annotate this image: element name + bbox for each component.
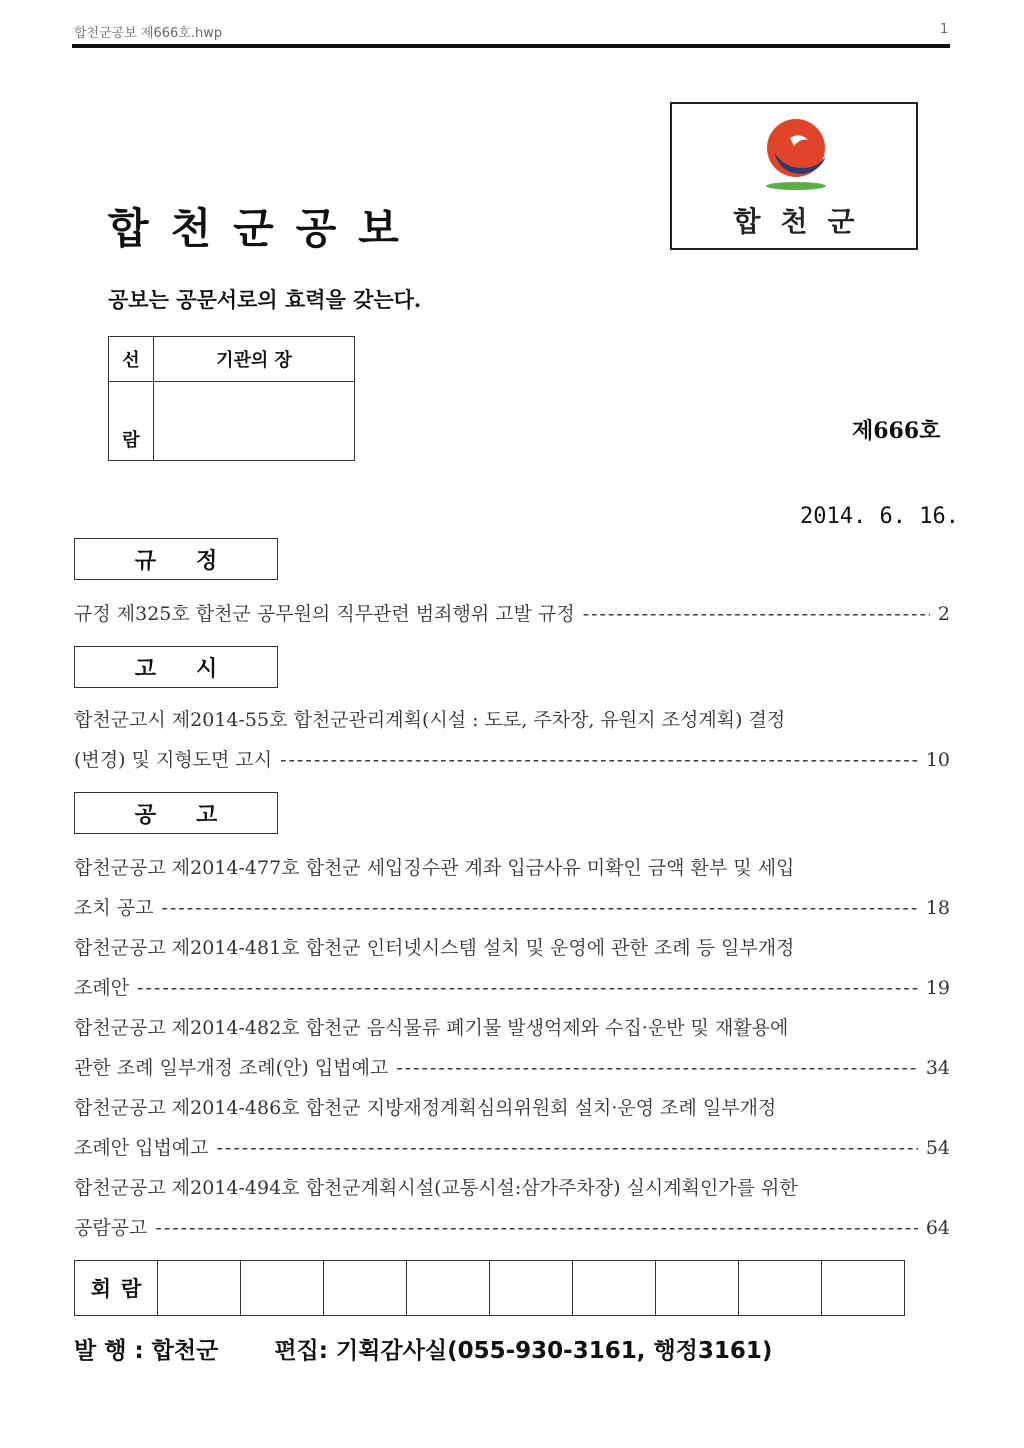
toc-entry[interactable] <box>74 1008 950 1088</box>
toc-entry-text: 합천군공고 제2014-486호 합천군 지방재정계획심의위원회 설치·운영 조례 일부개정 <box>74 1097 777 1119</box>
toc-leader <box>155 1208 917 1248</box>
toc-notice <box>74 700 950 780</box>
toc-entry[interactable] <box>74 1168 950 1248</box>
toc-entry-text-cont: 조례안 입법예고 <box>74 1137 209 1159</box>
page-title: 합천군공보 <box>108 204 421 253</box>
toc-entry-text: 합천군공고 제2014-477호 합천군 세입징수관 계좌 입금사유 미확인 금액 환부 및 세입 <box>74 857 795 879</box>
toc-entry[interactable] <box>74 594 950 634</box>
toc-entry[interactable] <box>74 928 950 1008</box>
toc-entry-text-cont: 관한 조례 일부개정 조례(안) 입법예고 <box>74 1057 389 1079</box>
section-header-regulation: 규정 <box>74 538 278 580</box>
section-header-notice: 고시 <box>74 646 278 688</box>
circulation-cell <box>656 1261 739 1316</box>
circulation-cell <box>573 1261 656 1316</box>
publisher-text: 발 행 : 합천군 <box>74 1338 219 1364</box>
issue-date: 2014. 6. 16. <box>800 504 959 529</box>
circulation-cell <box>822 1261 905 1316</box>
toc-entry-page: 34 <box>925 1057 950 1079</box>
logo-county-name: 합천군 <box>733 205 875 238</box>
toc-entry-text-cont: 공람공고 <box>74 1217 148 1239</box>
circulation-cell <box>241 1261 324 1316</box>
toc-entry-text-cont: (변경) 및 지형도면 고시 <box>74 749 273 771</box>
circulation-table <box>74 1260 905 1316</box>
toc-entry-text: 합천군공고 제2014-481호 합천군 인터넷시스템 설치 및 운영에 관한 조례 등 일부개정 <box>74 937 795 959</box>
toc-leader <box>583 594 930 634</box>
toc-leader <box>396 1048 918 1088</box>
circulation-cell <box>324 1261 407 1316</box>
circulation-cell <box>739 1261 822 1316</box>
header-page-number: 1 <box>940 22 949 37</box>
toc-entry-text: 합천군공고 제2014-494호 합천군계획시설(교통시설:삼가주차장) 실시계획인가를 위한 <box>74 1177 798 1199</box>
circulation-label: 회람 <box>75 1261 158 1316</box>
toc-leader <box>137 968 918 1008</box>
toc-entry-text: 합천군공고 제2014-482호 합천군 음식물류 폐기물 발생억제와 수집·운반 및 재활용에 <box>74 1017 789 1039</box>
toc-leader <box>161 888 917 928</box>
toc-entry-page: 2 <box>937 603 950 625</box>
toc-entry-page: 19 <box>925 977 950 999</box>
toc-entry-text-cont: 조치 공고 <box>74 897 154 919</box>
publication-footer <box>74 1332 772 1365</box>
toc-entry[interactable] <box>74 700 950 780</box>
toc-entry-text-cont: 조례안 <box>74 977 130 999</box>
section-header-announcement: 공고 <box>74 792 278 834</box>
toc-announcement <box>74 848 950 1248</box>
toc-leader <box>280 740 918 780</box>
toc-entry-text: 합천군고시 제2014-55호 합천군관리계획(시설 : 도로, 주차장, 유원지 조성계획) 결정 <box>74 709 786 731</box>
toc-entry[interactable] <box>74 848 950 928</box>
circulation-cell <box>407 1261 490 1316</box>
toc-entry-page: 54 <box>925 1137 950 1159</box>
toc-entry-page: 10 <box>925 749 950 771</box>
toc-entry-text: 규정 제325호 합천군 공무원의 직무관련 범죄행위 고발 규정 <box>74 603 575 625</box>
header-divider <box>72 44 950 48</box>
circulation-cell <box>490 1261 573 1316</box>
review-label-top: 선 <box>109 337 154 382</box>
issue-number: 제666호 <box>852 418 941 444</box>
header-filename: 합천군공보 제666호.hwp <box>74 26 223 41</box>
county-emblem-icon <box>760 116 832 196</box>
review-header-agency-head: 기관의 장 <box>154 337 355 382</box>
toc-entry-page: 18 <box>925 897 950 919</box>
county-logo-box <box>670 102 918 250</box>
toc-entry[interactable] <box>74 1088 950 1168</box>
review-label-bottom: 람 <box>109 382 154 461</box>
toc-leader <box>217 1128 918 1168</box>
review-table <box>108 336 355 461</box>
circulation-cell <box>158 1261 241 1316</box>
editor-text: 편집: 기획감사실(055-930-3161, 행정3161) <box>274 1338 773 1364</box>
review-signature-cell <box>154 382 355 461</box>
page-subtitle: 공보는 공문서로의 효력을 갖는다. <box>108 287 422 312</box>
toc-regulation <box>74 594 950 634</box>
toc-entry-page: 64 <box>925 1217 950 1239</box>
